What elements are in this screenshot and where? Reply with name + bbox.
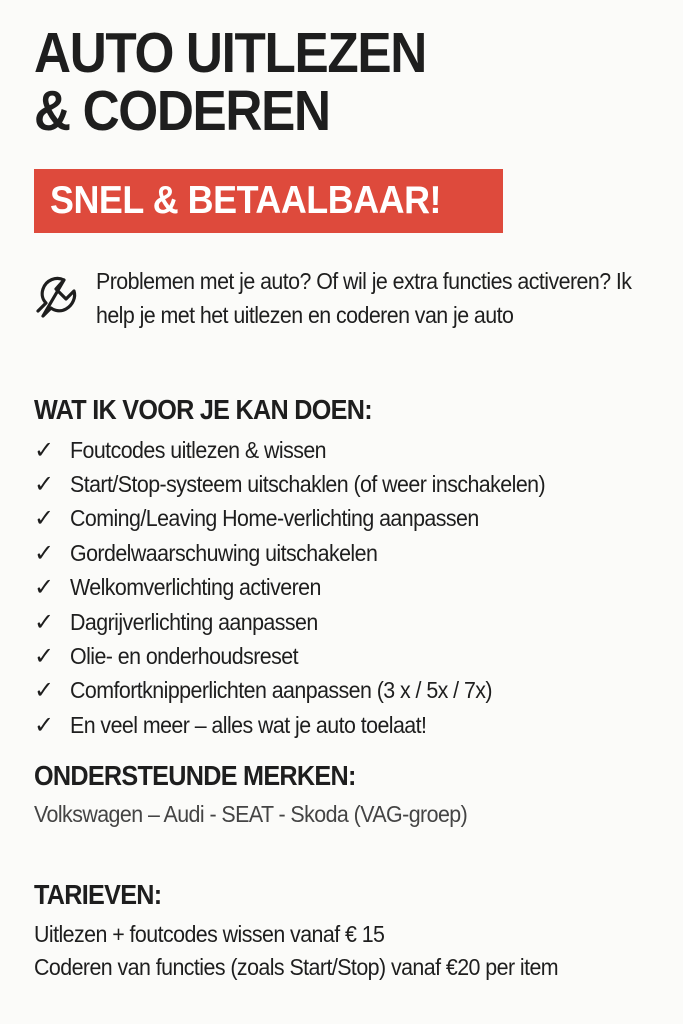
list-item: ✓ Dagrijverlichting aanpassen — [34, 608, 318, 636]
page-title — [34, 21, 426, 143]
list-item: ✓ Olie- en onderhoudsreset — [34, 643, 298, 671]
check-icon: ✓ — [34, 677, 55, 705]
check-icon: ✓ — [34, 539, 55, 567]
price-line-readout: Uitlezen + foutcodes wissen vanaf € 15 — [34, 921, 385, 947]
list-item: ✓ Coming/Leaving Home-verlichting aanpassen — [34, 505, 479, 533]
check-icon: ✓ — [34, 436, 55, 464]
promo-banner — [34, 169, 503, 233]
list-item: ✓ Gordelwaarschuwing uitschakelen — [34, 539, 378, 567]
price-line-coding: Coderen van functies (zoals Start/Stop) vanaf €20 per item — [34, 954, 559, 980]
intro-section — [34, 264, 674, 332]
check-icon: ✓ — [34, 574, 55, 602]
intro-text: Problemen met je auto? Of wil je extra functies activeren? Ik help je met het uitlezen en coderen van je auto — [96, 268, 632, 328]
list-item: ✓ Comfortknipperlichten aanpassen (3 x / 5x / 7x) — [34, 677, 493, 705]
title-line-2: & CODEREN — [34, 79, 330, 143]
check-icon: ✓ — [34, 505, 55, 533]
check-icon: ✓ — [34, 643, 55, 671]
list-item: ✓ Start/Stop-systeem uitschaklen (of weer inschakelen) — [34, 471, 546, 499]
check-icon: ✓ — [34, 471, 55, 499]
check-icon: ✓ — [34, 711, 55, 739]
brands-text: Volkswagen – Audi - SEAT - Skoda (VAG-groep) — [34, 801, 468, 827]
title-line-1: AUTO UITLEZEN — [34, 21, 426, 85]
list-item: ✓ Welkomverlichting activeren — [34, 574, 321, 602]
services-list — [34, 433, 581, 743]
list-item: ✓ En veel meer – alles wat je auto toelaat! — [34, 711, 427, 739]
services-heading: WAT IK VOOR JE KAN DOEN: — [34, 394, 372, 425]
check-icon: ✓ — [34, 608, 55, 636]
prices-heading: TARIEVEN: — [34, 879, 162, 910]
banner-text: SNEL & BETAALBAAR! — [50, 179, 442, 222]
list-item: ✓ Foutcodes uitlezen & wissen — [34, 436, 327, 464]
brands-heading: ONDERSTEUNDE MERKEN: — [34, 760, 356, 791]
wrench-icon — [34, 272, 84, 322]
